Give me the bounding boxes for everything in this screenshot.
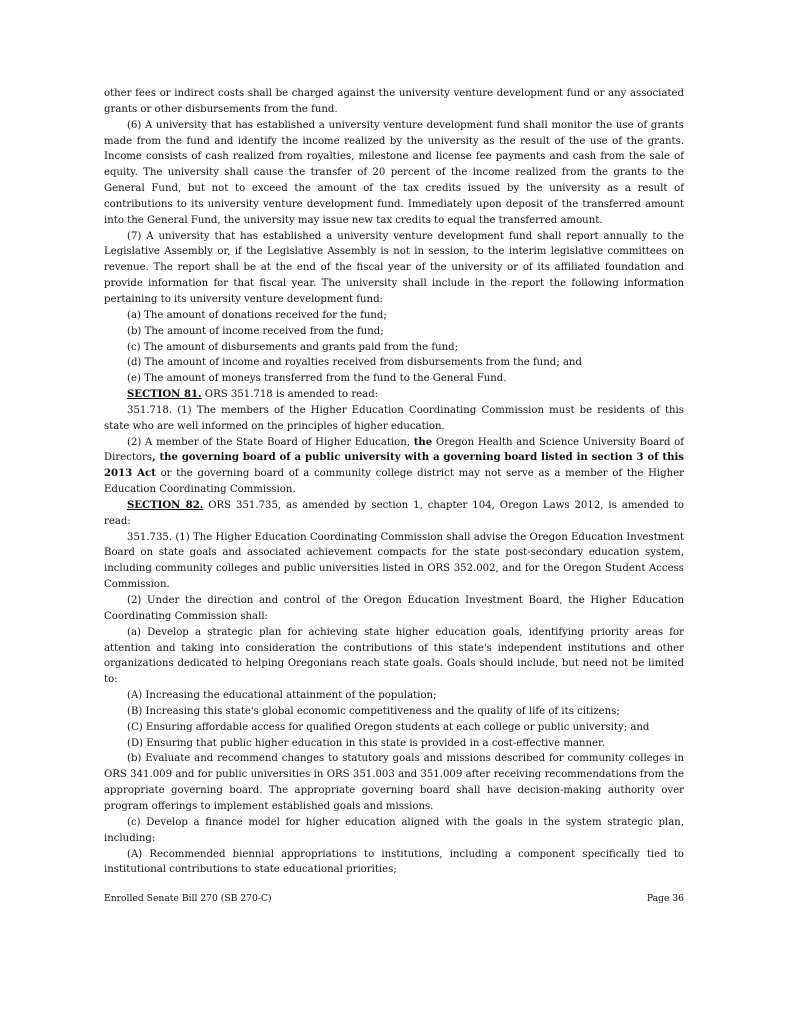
section-81-line (104, 387, 684, 403)
section-text: ORS 351.735, as amended by section 1, chapter 104, Oregon Laws 2012, is amended to read: (104, 499, 684, 527)
list-item: (a) The amount of donations received for the fund; (127, 309, 387, 321)
text-run: or the governing board of a community college district may not serve as a member of the Higher Education Coordinating Commission. (104, 468, 685, 496)
footer-page-number: Page 36 (646, 893, 684, 904)
paragraph: (c) Develop a finance model for higher education aligned with the goals in the system strategic plan, including: (104, 816, 684, 844)
list-item: (b) The amount of income received from the fund; (127, 325, 384, 337)
paragraph: (b) Evaluate and recommend changes to statutory goals and missions described for community colleges in ORS 341.009 and for public universities in ORS 351.003 and 351.009 after receiving recommendations from the appropriate governing board. The appropriate governing board shall have decision-making authority over program offerings to implement established goals and missions. (104, 753, 684, 812)
paragraph: (a) Develop a strategic plan for achieving state higher education goals, identifying priority areas for attention and taking into consideration the contributions of this state's independent institutions and other organizations dedicated to helping Oregonians reach state goals. Goals should include, but need not be limited to: (104, 626, 684, 686)
section-heading: SECTION 82. (127, 498, 204, 511)
paragraph: other fees or indirect costs shall be charged against the university venture development fund or any associated grants or other disbursements from the fund. (104, 88, 684, 115)
paragraph: 351.735. (1) The Higher Education Coordinating Commission shall advise the Oregon Education Investment Board on state goals and associated achievement compacts for the state post-secondary education system, including community colleges and public universities listed in ORS 352.002, and for the Oregon Student Access Commission. (104, 531, 684, 591)
list-item: (A) Increasing the educational attainment of the population; (127, 690, 437, 702)
list-item: (c) The amount of disbursements and grants paid from the fund; (127, 341, 459, 353)
list-item: (e) The amount of moneys transferred from the fund to the General Fund. (127, 373, 507, 385)
footer-bill-label: Enrolled Senate Bill 270 (SB 270-C) (104, 893, 272, 904)
list-item: (C) Ensuring affordable access for qualified Oregon students at each college or public university; and (127, 721, 650, 733)
paragraph: (2) Under the direction and control of the Oregon Education Investment Board, the Higher Education Coordinating Commission shall: (104, 595, 684, 622)
text-run: Oregon Health and Science University Board of Directors (104, 436, 684, 464)
paragraph: (7) A university that has established a university venture development fund shall report annually to the Legislative Assembly or, if the Legislative Assembly is not in session, to the interim legislative committees on revenue. The report shall be at the end of the fiscal year of the university or of its affiliated foundation and provide information for that fiscal year. The university shall include in the report the following information pertaining to its university venture development fund: (104, 230, 684, 305)
document-body (104, 86, 684, 878)
section-text: ORS 351.718 is amended to read: (201, 389, 379, 401)
list-item: (B) Increasing this state's global economic competitiveness and the quality of life of its citizens; (127, 705, 620, 717)
text-run: (2) A member of the State Board of Higher Education, (127, 436, 414, 448)
section-heading: SECTION 81. (127, 388, 202, 401)
bold-text: the (413, 435, 433, 448)
paragraph: (6) A university that has established a university venture development fund shall monitor the use of grants made from the fund and identify the income realized by the university as the result of the use of the grants. Income consists of cash realized from royalties, milestone and license fee payments and cash from the sale of equity. The university shall cause the transfer of 20 percent of the income realized from the grants to the General Fund, but not to exceed the amount of the tax credits issued by the university as a result of contributions to its university venture development fund. Immediately upon deposit of the transferred amount into the General Fund, the university may issue new tax credits to equal the transferred amount. (104, 119, 684, 226)
paragraph (104, 435, 684, 498)
list-item: (d) The amount of income and royalties received from disbursements from the fund; and (127, 357, 582, 369)
paragraph: 351.718. (1) The members of the Higher Education Coordinating Commission must be residents of this state who are well informed on the principles of higher education. (104, 404, 684, 432)
bold-text: , the governing board of a public university with a governing board listed in section 3 of this 2013 Act (104, 451, 684, 480)
section-82-line (104, 498, 684, 530)
list-item: (A) Recommended biennial appropriations to institutions, including a component specifically tied to institutional contributions to state educational priorities; (104, 848, 684, 876)
list-item: (D) Ensuring that public higher education in this state is provided in a cost-effective manner. (127, 737, 605, 749)
